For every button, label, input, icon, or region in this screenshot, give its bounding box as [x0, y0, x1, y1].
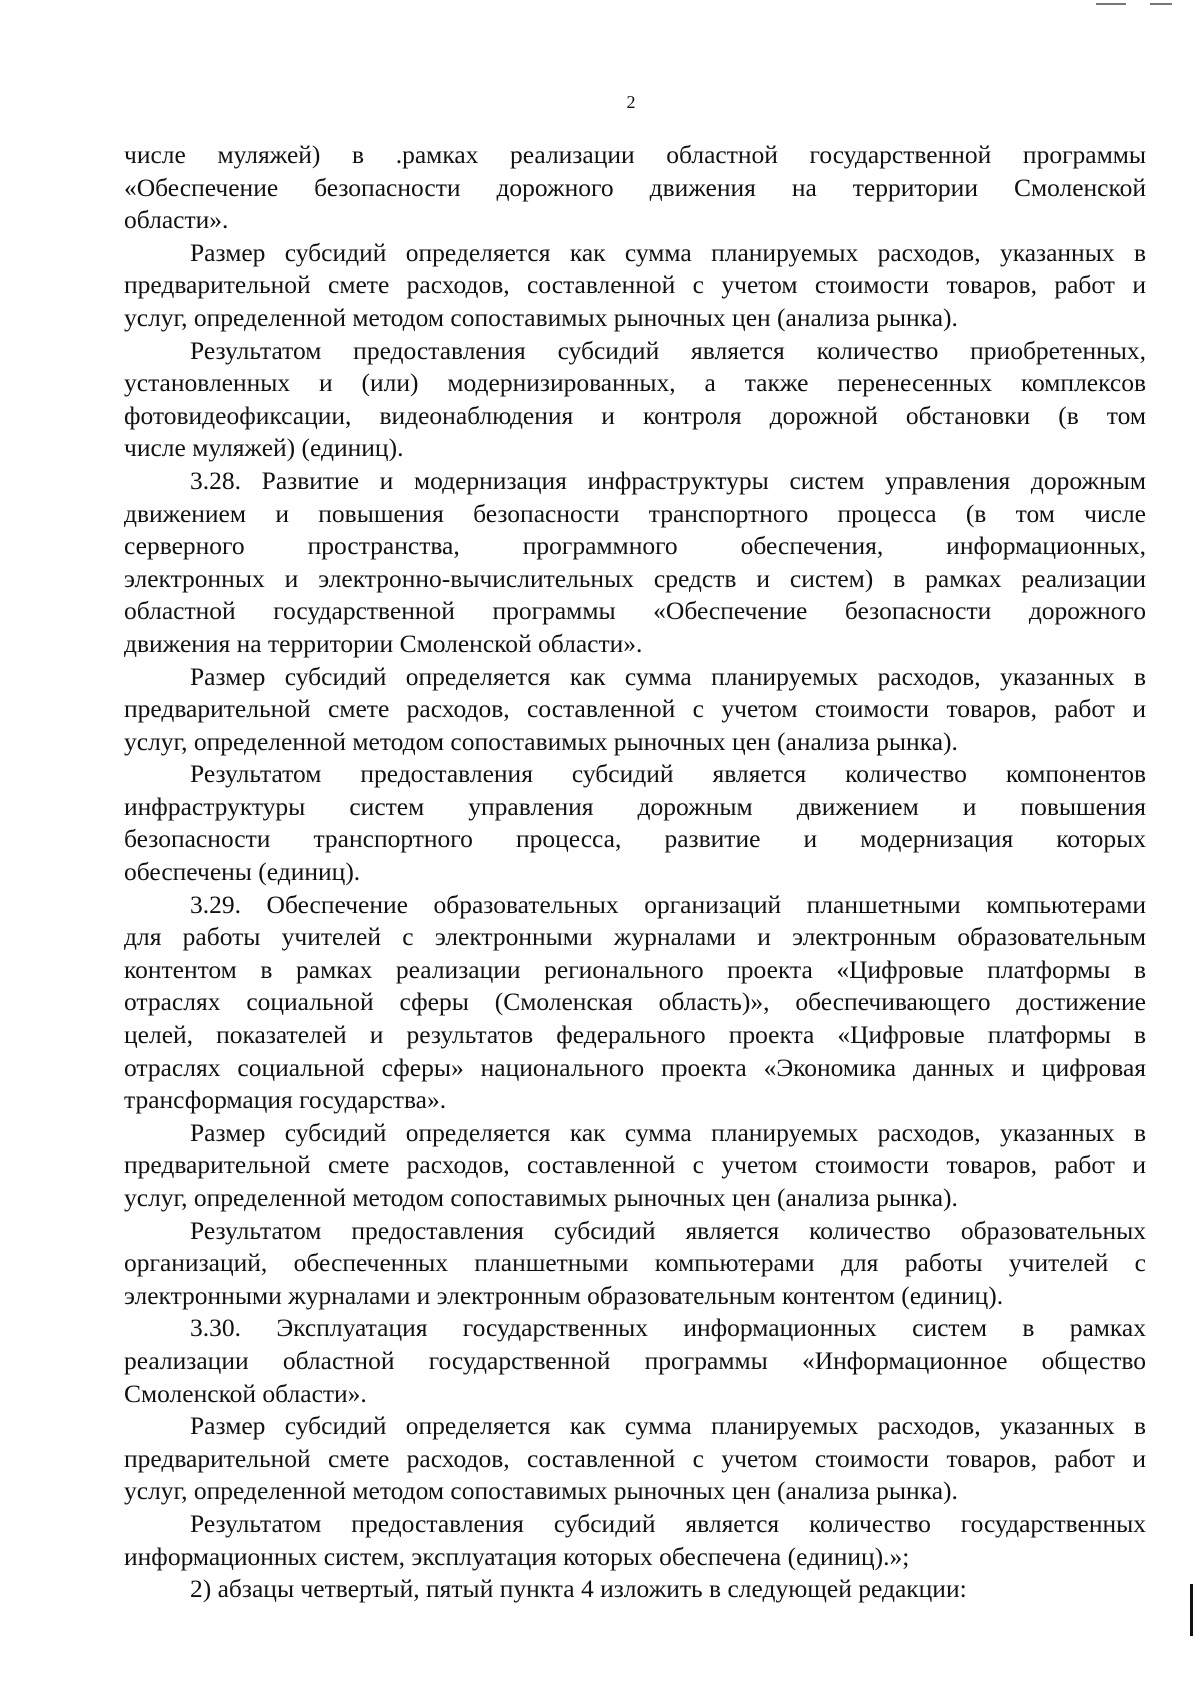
text-line: для работы учителей с электронными журналами и электронным образовательным — [124, 922, 1146, 952]
text-line: предварительной смете расходов, составленной с учетом стоимости товаров, работ и — [124, 694, 1146, 724]
text-line: услуг, определенной методом сопоставимых рыночных цен (анализа рынка). — [124, 1183, 958, 1212]
text-line: Размер субсидий определяется как сумма планируемых расходов, указанных в — [190, 661, 1146, 691]
text-line: Результатом предоставления субсидий является количество государственных — [190, 1508, 1146, 1538]
text-line: услуг, определенной методом сопоставимых рыночных цен (анализа рынка). — [124, 302, 958, 332]
text-line: «Обеспечение безопасности дорожного движения на территории Смоленской — [124, 172, 1146, 202]
document-body — [124, 139, 1146, 1606]
text-line: 2) абзацы четвертый, пятый пункта 4 изложить в следующей редакции: — [190, 1574, 967, 1604]
text-line: области». — [124, 205, 229, 235]
text-line: Результатом предоставления субсидий является количество компонентов — [190, 759, 1146, 789]
text-line: обеспечены (единиц). — [124, 857, 361, 887]
scan-artifact — [1096, 3, 1126, 5]
text-line: контентом в рамках реализации регионального проекта «Цифровые платформы в — [124, 954, 1146, 984]
text-line: 3.28. Развитие и модернизация инфраструктуры систем управления дорожным — [190, 465, 1146, 495]
text-line: областной государственной программы «Обеспечение безопасности дорожного — [124, 596, 1146, 626]
text-line: Смоленской области». — [124, 1378, 367, 1408]
text-line: целей, показателей и результатов федерального проекта «Цифровые платформы в — [124, 1020, 1146, 1050]
page-number: 2 — [626, 92, 636, 112]
text-line: Размер субсидий определяется как сумма планируемых расходов, указанных в — [190, 1117, 1146, 1147]
text-line: отраслях социальной сферы» национального проекта «Экономика данных и цифровая — [124, 1052, 1146, 1082]
text-line: предварительной смете расходов, составленной с учетом стоимости товаров, работ и — [124, 1443, 1146, 1473]
text-line: 3.29. Обеспечение образовательных организаций планшетными компьютерами — [190, 889, 1146, 919]
text-line: услуг, определенной методом сопоставимых рыночных цен (анализа рынка). — [124, 1476, 958, 1506]
text-line: Результатом предоставления субсидий является количество образовательных — [190, 1215, 1146, 1245]
text-line: предварительной смете расходов, составленной с учетом стоимости товаров, работ и — [124, 270, 1146, 300]
scan-edge-mark — [1190, 1584, 1193, 1636]
text-line: электронными журналами и электронным образовательным контентом (единиц). — [124, 1280, 1004, 1310]
text-line: информационных систем, эксплуатация которых обеспечена (единиц).»; — [124, 1541, 910, 1571]
text-line: движением и повышения безопасности транспортного процесса (в том числе — [124, 498, 1146, 528]
text-line: безопасности транспортного процесса, развитие и модернизация которых — [124, 824, 1146, 854]
text-line: 3.30. Эксплуатация государственных информационных систем в рамках — [190, 1313, 1146, 1343]
text-line: реализации областной государственной программы «Информационное общество — [124, 1345, 1146, 1375]
text-line: организаций, обеспеченных планшетными компьютерами для работы учителей с — [124, 1248, 1146, 1278]
text-line: трансформация государства». — [124, 1085, 447, 1115]
text-line: инфраструктуры систем управления дорожным движением и повышения — [124, 791, 1146, 821]
scan-artifact — [1150, 3, 1172, 5]
text-line: электронных и электронно-вычислительных средств и систем) в рамках реализации — [124, 563, 1146, 593]
text-line: числе муляжей) (единиц). — [124, 433, 404, 463]
text-line: фотовидеофиксации, видеонаблюдения и контроля дорожной обстановки (в том — [124, 400, 1146, 430]
text-line: серверного пространства, программного обеспечения, информационных, — [124, 531, 1146, 561]
text-line: услуг, определенной методом сопоставимых рыночных цен (анализа рынка). — [124, 726, 958, 756]
text-line: числе муляжей) в .рамках реализации областной государственной программы — [124, 140, 1146, 169]
text-line: предварительной смете расходов, составленной с учетом стоимости товаров, работ и — [124, 1150, 1146, 1180]
text-line: движения на территории Смоленской области». — [124, 628, 643, 658]
text-line: отраслях социальной сферы (Смоленская область)», обеспечивающего достижение — [124, 987, 1146, 1017]
text-line: Размер субсидий определяется как сумма планируемых расходов, указанных в — [190, 1411, 1146, 1441]
text-line: Размер субсидий определяется как сумма планируемых расходов, указанных в — [190, 237, 1146, 267]
text-line: Результатом предоставления субсидий является количество приобретенных, — [190, 335, 1146, 365]
text-line: установленных и (или) модернизированных, а также перенесенных комплексов — [124, 368, 1146, 398]
